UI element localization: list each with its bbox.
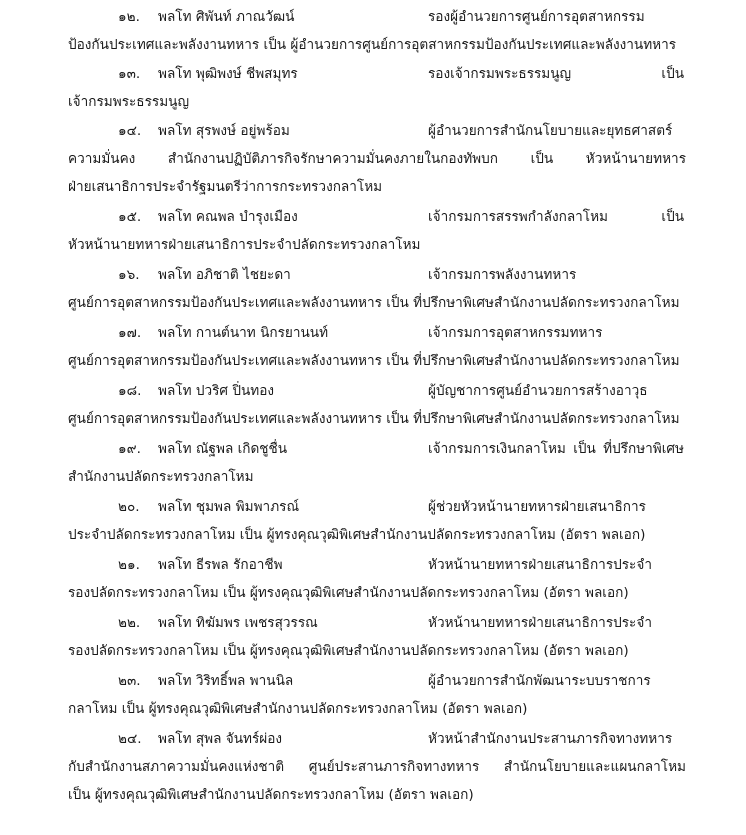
entry-number: ๒๔. (118, 731, 142, 747)
officer-name: พลโท ณัฐพล เกิดชูชื่น (158, 441, 288, 457)
position-continuation: ศูนย์การอุตสาหกรรมป้องกันประเทศและพลังงานทหาร เป็น ที่ปรึกษาพิเศษสำนักงานปลัดกระทรวงกลาโหม (68, 411, 680, 427)
current-position: หัวหน้านายทหารฝ่ายเสนาธิการประจำ (428, 615, 652, 631)
officer-name: พลโท วิริทธิ์พล พานนิล (158, 673, 294, 689)
officer-name: พลโท กานต์นาท นิกรยานนท์ (158, 325, 329, 341)
entry-number: ๒๐. (118, 499, 140, 515)
current-position: เจ้ากรมการสรรพกำลังกลาโหม เป็น (428, 209, 684, 225)
entry-number: ๑๙. (118, 441, 141, 457)
officer-name: พลโท สุพล จันทร์ผ่อง (158, 731, 283, 747)
entry-number: ๒๒. (118, 615, 141, 631)
current-position: เจ้ากรมการเงินกลาโหม เป็น ที่ปรึกษาพิเศษ (428, 441, 684, 457)
position-continuation: ป้องกันประเทศและพลังงานทหาร เป็น ผู้อำนวยการศูนย์การอุตสาหกรรมป้องกันประเทศและพลังงานทหาร (68, 37, 677, 53)
officer-name: พลโท ชุมพล พิมพาภรณ์ (158, 499, 300, 515)
officer-name: พลโท พุฒิพงษ์ ชีพสมุทร (158, 66, 298, 82)
current-position: รองเจ้ากรมพระธรรมนูญ เป็น (428, 66, 684, 82)
position-continuation: เป็น ผู้ทรงคุณวุฒิพิเศษสำนักงานปลัดกระทรวงกลาโหม (อัตรา พลเอก) (68, 787, 474, 803)
officer-name: พลโท ศิพันท์ ภาณวัฒน์ (158, 9, 295, 25)
position-continuation: ศูนย์การอุตสาหกรรมป้องกันประเทศและพลังงานทหาร เป็น ที่ปรึกษาพิเศษสำนักงานปลัดกระทรวงกลาโหม (68, 295, 680, 311)
position-continuation: ศูนย์การอุตสาหกรรมป้องกันประเทศและพลังงานทหาร เป็น ที่ปรึกษาพิเศษสำนักงานปลัดกระทรวงกลาโหม (68, 353, 680, 369)
officer-name: พลโท ธีรพล รักอาชีพ (158, 557, 283, 573)
entry-number: ๑๓. (118, 66, 141, 82)
position-continuation: กลาโหม เป็น ผู้ทรงคุณวุฒิพิเศษสำนักงานปลัดกระทรวงกลาโหม (อัตรา พลเอก) (68, 701, 528, 717)
current-position: ผู้อำนวยการสำนักพัฒนาระบบราชการ (428, 673, 651, 689)
current-position: เจ้ากรมการพลังงานทหาร (428, 267, 577, 283)
entry-number: ๑๕. (118, 209, 142, 225)
entry-number: ๒๑. (118, 557, 140, 573)
officer-name: พลโท ทิฆัมพร เพชรสุวรรณ (158, 615, 318, 631)
entry-number: ๑๔. (118, 123, 142, 139)
position-continuation: รองปลัดกระทรวงกลาโหม เป็น ผู้ทรงคุณวุฒิพิเศษสำนักงานปลัดกระทรวงกลาโหม (อัตรา พลเอก) (68, 585, 629, 601)
entry-number: ๒๓. (118, 673, 141, 689)
officer-name: พลโท ปวริศ ปิ่นทอง (158, 383, 275, 399)
position-continuation: ความมั่นคง สำนักงานปฏิบัติภารกิจรักษาความมั่นคงภายในกองทัพบก เป็น หัวหน้านายทหาร (68, 151, 686, 167)
current-position: ผู้อำนวยการสำนักนโยบายและยุทธศาสตร์ (428, 123, 673, 139)
officer-name: พลโท สุรพงษ์ อยู่พร้อม (158, 123, 290, 139)
entry-number: ๑๖. (118, 267, 140, 283)
current-position: ผู้ช่วยหัวหน้านายทหารฝ่ายเสนาธิการ (428, 499, 646, 515)
position-continuation: กับสำนักงานสภาความมั่นคงแห่งชาติ ศูนย์ประสานภารกิจทางทหาร สำนักนโยบายและแผนกลาโหม (68, 759, 686, 775)
entry-number: ๑๘. (118, 383, 142, 399)
officer-name: พลโท คณพล บำรุงเมือง (158, 209, 298, 225)
officer-name: พลโท อภิชาติ ไชยะดา (158, 267, 291, 283)
position-continuation: ประจำปลัดกระทรวงกลาโหม เป็น ผู้ทรงคุณวุฒิพิเศษสำนักงานปลัดกระทรวงกลาโหม (อัตรา พลเอก) (68, 527, 646, 543)
current-position: หัวหน้านายทหารฝ่ายเสนาธิการประจำ (428, 557, 652, 573)
current-position: ผู้บัญชาการศูนย์อำนวยการสร้างอาวุธ (428, 383, 648, 399)
position-continuation: รองปลัดกระทรวงกลาโหม เป็น ผู้ทรงคุณวุฒิพิเศษสำนักงานปลัดกระทรวงกลาโหม (อัตรา พลเอก) (68, 643, 629, 659)
current-position: หัวหน้าสำนักงานประสานภารกิจทางทหาร (428, 731, 673, 747)
entry-number: ๑๒. (118, 9, 140, 25)
current-position: รองผู้อำนวยการศูนย์การอุตสาหกรรม (428, 9, 645, 25)
position-continuation: หัวหน้านายทหารฝ่ายเสนาธิการประจำปลัดกระทรวงกลาโหม (68, 237, 421, 253)
position-continuation: เจ้ากรมพระธรรมนูญ (68, 94, 190, 110)
position-continuation: สำนักงานปลัดกระทรวงกลาโหม (68, 469, 254, 485)
entry-number: ๑๗. (118, 325, 142, 341)
position-continuation: ฝ่ายเสนาธิการประจำรัฐมนตรีว่าการกระทรวงกลาโหม (68, 179, 383, 195)
current-position: เจ้ากรมการอุตสาหกรรมทหาร (428, 325, 603, 341)
